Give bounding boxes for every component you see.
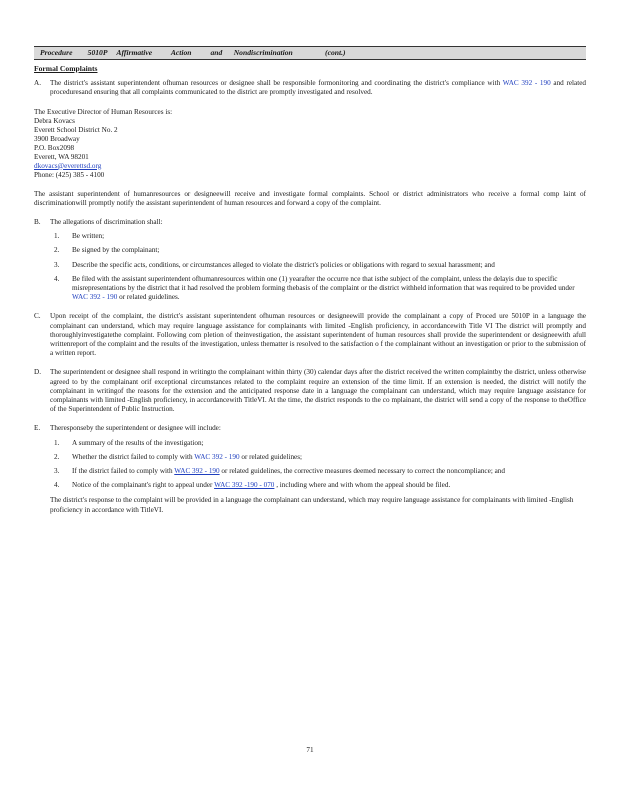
list-item [34, 439, 586, 448]
contact-email-link[interactable]: dkovacs@everettsd.org [34, 161, 102, 170]
contact-line: 3900 Broadway [34, 134, 80, 143]
paragraph-c [34, 312, 586, 358]
contact-intro: The Executive Director of Human Resources is: [34, 107, 173, 116]
list-text: or related guidelines. [119, 293, 180, 302]
list-text: Be signed by the complainant; [72, 246, 160, 255]
list-item [34, 481, 586, 490]
wac-link[interactable]: WAC 392 - 190 [174, 467, 220, 476]
paragraph-d-text: The superintendent or designee shall respond in writingto the complainant within thirty (30) calendar days after the district received the written complaintby the district, unless otherwise agreed to by the complainant orif exceptional circumstances related to the complaint require an extension of the time limit. If an extension is needed, the district will notify the complainant in writingof the reasons for the extension and the anticipated response date in a language the complainant can understand, which may require language assistance for complainants with limited -English proficiency, in accordancewith TitleVI. At the time, the district responds to the co mplainant, the district will send a copy of the response to theOffice of the Superintendent of Public Instruction. [50, 368, 586, 414]
contact-block [34, 108, 586, 180]
procedure-header: Procedure 5010P Affirmative Action and Nondiscrimination (cont.) [34, 46, 586, 60]
list-number: 4. [54, 274, 60, 283]
paragraph-b [34, 218, 586, 227]
paragraph-e-marker: E. [34, 424, 41, 433]
paragraph-c-marker: C. [34, 312, 41, 321]
list-text: , including where and with whom the appeal should be filed. [276, 481, 451, 490]
wac-link[interactable]: WAC 392 - 190 [194, 452, 240, 461]
list-item [34, 232, 586, 241]
paragraph-c-text: Upon receipt of the complaint, the district's assistant superintendent ofhuman resources or designeewill provide the complainant a copy of Proced ure 5010P in a language the complainant can understand, which may require language assistance for complainants with limited -English proficiency, in accordancewith Title VI The district will promptly and thoroughlyinvestigatethe complaint. Following com pletion of theinvestigation, the assistant superintendent of human resources shall provide the superintendent or designeewith afull writtenreport of the complaint and the results of the investigation, unless thematter is resolved to the satisfaction o f the complainant without an investigation or prior to the submission of a written report. [50, 312, 586, 358]
list-number: 3. [54, 467, 60, 476]
contact-line: Everett School District No. 2 [34, 125, 118, 134]
paragraph-b-text: The allegations of discrimination shall: [50, 218, 163, 227]
paragraph-a [34, 79, 586, 97]
wac-link[interactable]: WAC 392 -190 - 070 [214, 481, 275, 490]
paragraph-d [34, 368, 586, 414]
list-text: or related guidelines, the corrective measures deemed necessary to correct the noncompliance; and [221, 467, 505, 476]
paragraph-e-text: Theresponseby the superintendent or designee will include: [50, 424, 221, 433]
paragraph-b-marker: B. [34, 218, 41, 227]
list-number: 1. [54, 232, 60, 241]
contact-line: Everett, WA 98201 [34, 152, 89, 161]
wac-link[interactable]: WAC 392 - 190 [72, 293, 118, 302]
list-item [34, 453, 586, 462]
list-text: Be written; [72, 232, 105, 241]
paragraph-d-marker: D. [34, 368, 41, 377]
section-title: Formal Complaints [34, 64, 98, 73]
list-text: Notice of the complainant's right to appeal under [72, 481, 213, 490]
paragraph-a-text-2: and related proceduresand ensuring that all complaints communicated to the district are promptly investigated and resolved. [50, 79, 587, 97]
list-item [34, 275, 586, 303]
list-item [34, 246, 586, 255]
list-number: 2. [54, 246, 60, 255]
paragraph-a-text-1: The district's assistant superintendent ofhuman resources or designee shall be responsible formonitoring and coordinating the district's compliance with [50, 79, 501, 88]
list-number: 3. [54, 260, 60, 269]
list-item [34, 467, 586, 476]
contact-line: Debra Kovacs [34, 116, 75, 125]
list-text: Whether the district failed to comply with [72, 452, 193, 461]
list-text: or related guidelines; [241, 452, 303, 461]
document-page [34, 46, 587, 754]
list-text: If the district failed to comply with [72, 467, 173, 476]
paragraph-e [34, 424, 586, 433]
list-item [34, 261, 586, 270]
paragraph-a-marker: A. [34, 79, 41, 88]
wac-link[interactable]: WAC 392 - 190 [502, 79, 551, 88]
list-number: 4. [54, 481, 60, 490]
list-text: Be filed with the assistant superintendent ofhumanresources within one (1) yearafter the occurre nce that isthe subject of the complaint, unless the delayis due to specific misrepresentations by the district that it had resolved the problem forming thebasis of the complaint or the district withheld information that was required to be provided under [72, 274, 575, 293]
contact-line: P.O. Box2098 [34, 143, 75, 152]
list-text: Describe the specific acts, conditions, or circumstances alleged to violate the district's policies or obligations with regard to sexual harassment; and [72, 260, 495, 269]
contact-phone: Phone: (425) 385 - 4100 [34, 170, 105, 179]
receive-paragraph: The assistant superintendent of humanresources or designeewill receive and investigate formal complaints. School or district administrators who receive a formal comp laint of discriminationwill promptly notify the assistant superintendent of human resources and forward a copy of the complaint. [34, 189, 586, 207]
list-text: A summary of the results of the investigation; [72, 438, 204, 447]
page-number: 71 [306, 746, 314, 754]
closing-paragraph: The district's response to the complaint will be provided in a language the complainant can understand, which may require language assistance for complainants with limited -English proficiency in accordance with TitleVI. [50, 496, 574, 514]
list-number: 1. [54, 438, 60, 447]
list-number: 2. [54, 452, 60, 461]
